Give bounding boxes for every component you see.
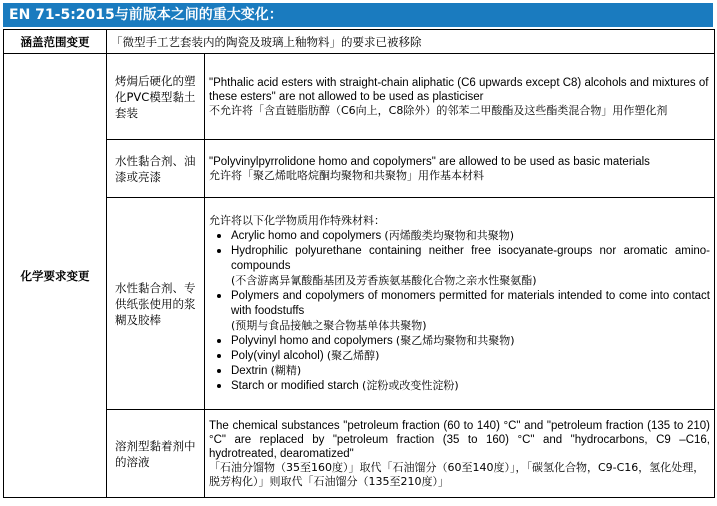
row1-subject: 烤焗后硬化的塑化PVC模型黏土套装: [107, 54, 205, 140]
table-row: [4, 410, 715, 498]
scope-text: 「微型手工艺套装内的陶瓷及玻璃上釉物料」的要求已被移除: [107, 30, 715, 54]
materials-list: [209, 228, 710, 393]
chem-label: 化学要求变更: [4, 54, 107, 498]
table-row: [4, 30, 715, 54]
row3-intro: 允许将以下化学物质用作特殊材料：: [209, 214, 385, 227]
table-row: [4, 54, 715, 140]
row2-en: "Polyvinylpyrrolidone homo and copolymers" are allowed to be used as basic materials: [209, 155, 650, 168]
scope-label: 涵盖范围变更: [4, 30, 107, 54]
table-row: [4, 140, 715, 198]
row2-subject: 水性黏合剂、油漆或亮漆: [107, 140, 205, 198]
list-item: • Hydrophilic polyurethane containing neither free isocyanate-groups nor aromatic amino-compounds (不含游离异氰酸酯基团及芳香族氨基酸化合物之亲水性聚氨酯): [231, 243, 710, 288]
row1-zh: 不允许将「含直链脂肪醇（C6向上，C8除外）的邻苯二甲酸酯及这些酯类混合物」用作塑化剂: [209, 103, 668, 117]
row4-zh: 「石油分馏物（35至160度）」取代「石油馏分（60至140度）」，「碳氢化合物，C9-C16，氢化处理，脱芳构化）」则取代「石油馏分（135至210度）」: [209, 460, 705, 488]
row1-en: "Phthalic acid esters with straight-chain aliphatic (C6 upwards except C8) alcohols and mixtures of these esters" are not allowed to be used as plasticiser: [209, 76, 709, 103]
list-item: • Polymers and copolymers of monomers permitted for materials intended to come into contact with foodstuffs (预期与食品接触之聚合物基单体共聚物): [231, 288, 710, 333]
changes-table: [3, 29, 715, 498]
row4-subject: 溶剂型黏着剂中的溶液: [107, 410, 205, 498]
row3-subject: 水性黏合剂、专供纸张使用的浆糊及胶棒: [107, 198, 205, 410]
row2-zh: 允许将「聚乙烯吡咯烷酮均聚物和共聚物」用作基本材料: [209, 168, 484, 182]
row4-en: The chemical substances "petroleum fraction (60 to 140) °C" and "petroleum fraction (135 to 210) °C" are replaced by "petroleum fraction (35 to 160) °C" and "hydrocarbons, C9 –C16, hydrotreated, dearomatized": [209, 419, 710, 460]
table-row: [4, 198, 715, 410]
list-item: • Acrylic homo and copolymers (丙烯酸类均聚物和共聚物): [231, 228, 710, 243]
list-item: • Dextrin (糊精): [231, 363, 710, 378]
list-item: • Polyvinyl homo and copolymers (聚乙烯均聚物和共聚物): [231, 333, 710, 348]
list-item: • Starch or modified starch (淀粉或改变性淀粉): [231, 378, 710, 393]
page-title: EN 71-5:2015与前版本之间的重大变化：: [3, 3, 713, 27]
list-item: • Poly(vinyl alcohol) (聚乙烯醇): [231, 348, 710, 363]
